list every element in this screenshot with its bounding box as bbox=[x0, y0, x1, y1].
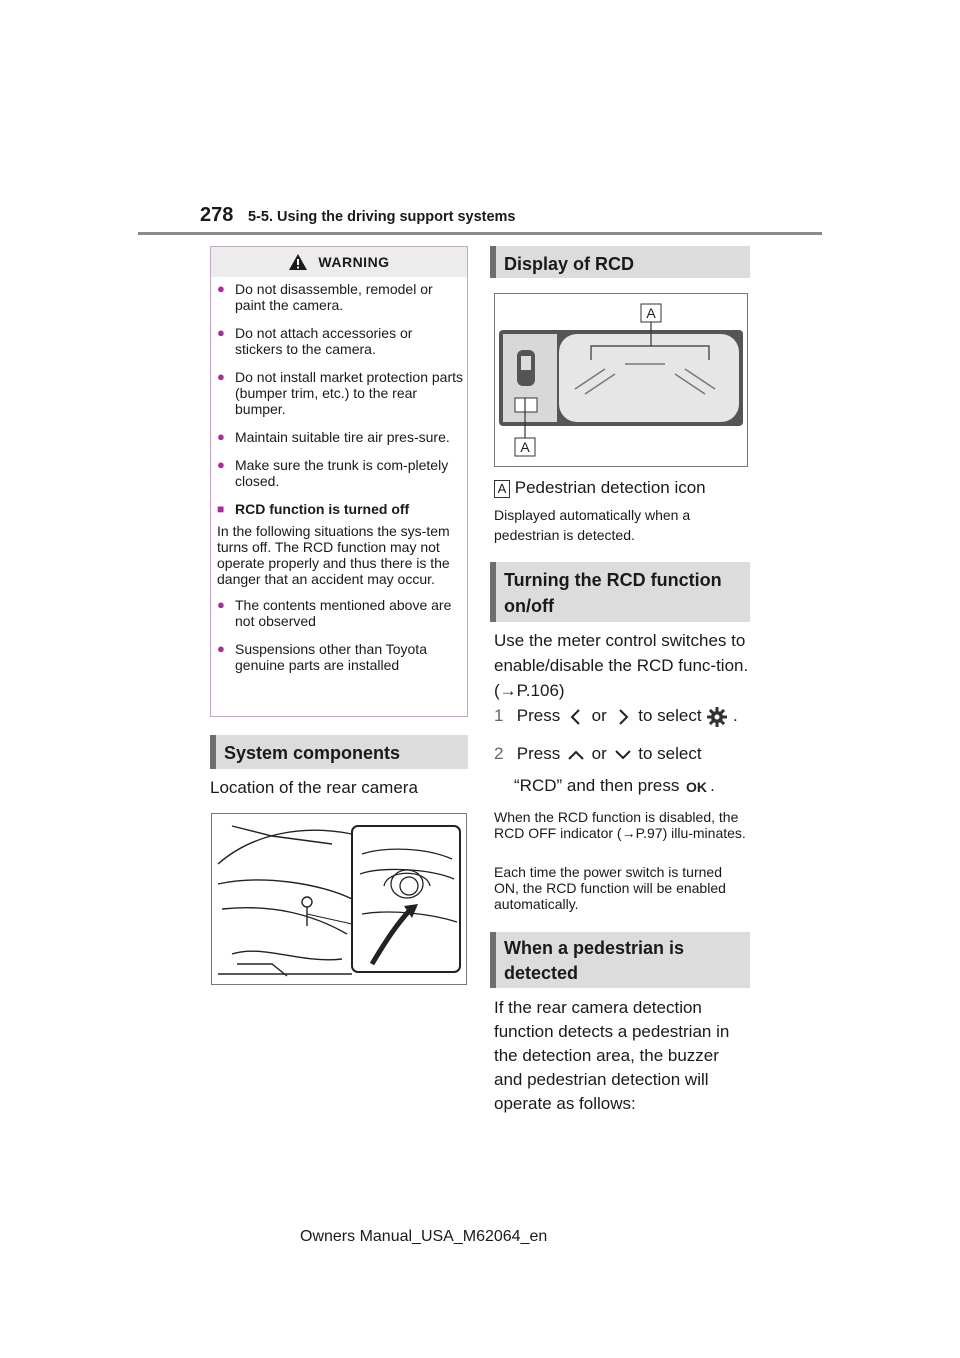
section-title: 5-5. Using the driving support systems bbox=[248, 209, 516, 225]
warning-item: ● The contents mentioned above are not observed bbox=[217, 597, 452, 629]
rcd-display-drawing bbox=[495, 294, 747, 466]
bullet-icon: ● bbox=[217, 429, 225, 444]
bullet-icon: ● bbox=[217, 281, 225, 296]
legend-note: Displayed automatically when a pedestrian is detected. bbox=[494, 507, 691, 543]
turning-note-2: Each time the power switch is turned ON, the RCD function will be enabled automatically. bbox=[494, 864, 726, 912]
gear-icon bbox=[706, 706, 728, 728]
step-number: 1 bbox=[494, 706, 504, 725]
svg-text:OK: OK bbox=[686, 778, 708, 795]
ok-button-icon bbox=[684, 779, 710, 795]
warning-sub-text: In the following situations the sys-tem turns off. The RCD function may not operate properly and thus there is the danger that an accident may occur. bbox=[217, 523, 450, 587]
page-number: 278 bbox=[200, 204, 234, 226]
callout-letter: A bbox=[646, 305, 656, 321]
warning-item: ● Do not attach accessories or stickers to the camera. bbox=[217, 325, 413, 357]
bullet-icon: ● bbox=[217, 457, 225, 472]
bullet-icon: ● bbox=[217, 369, 225, 384]
turning-note-1: When the RCD function is disabled, the RCD OFF indicator (→P.97) illu-minates. bbox=[494, 809, 746, 841]
turning-heading: Turning the RCD function on/off bbox=[490, 562, 750, 622]
warning-title: WARNING bbox=[318, 254, 390, 270]
warning-subheading: ■ RCD function is turned off bbox=[217, 501, 410, 517]
rcd-display-illustration bbox=[494, 293, 748, 467]
rear-camera-drawing bbox=[212, 814, 466, 984]
chevron-left-icon bbox=[565, 707, 587, 727]
warning-header bbox=[211, 247, 467, 277]
square-bullet-icon: ■ bbox=[217, 502, 225, 516]
chevron-right-icon bbox=[612, 707, 634, 727]
system-components-heading: System components bbox=[210, 735, 468, 769]
step-number: 2 bbox=[494, 744, 504, 763]
warning-item: ● Suspensions other than Toyota genuine parts are installed bbox=[217, 641, 427, 673]
callout-letter: A bbox=[520, 439, 530, 455]
pedestrian-heading: When a pedestrian is detected bbox=[490, 932, 750, 988]
camera-caption: Location of the rear camera bbox=[210, 778, 418, 797]
bullet-icon: ● bbox=[217, 597, 225, 612]
footer-text: Owners Manual_USA_M62064_en bbox=[300, 1228, 548, 1245]
chevron-up-icon bbox=[565, 745, 587, 765]
display-rcd-heading: Display of RCD bbox=[490, 246, 750, 278]
chevron-down-icon bbox=[612, 745, 634, 765]
callout-a-badge: A bbox=[494, 480, 510, 498]
legend-label: Pedestrian detection icon bbox=[514, 478, 706, 497]
legend-row bbox=[494, 476, 754, 500]
warning-item: ● Do not install market protection parts (bumper trim, etc.) to the rear bumper. bbox=[217, 369, 463, 417]
warning-item: ● Do not disassemble, remodel or paint the camera. bbox=[217, 281, 433, 313]
bullet-icon: ● bbox=[217, 641, 225, 656]
bullet-icon: ● bbox=[217, 325, 225, 340]
warning-triangle-icon bbox=[288, 253, 308, 271]
warning-item: ● Make sure the trunk is com-pletely closed. bbox=[217, 457, 449, 489]
warning-item: ● Maintain suitable tire air pres-sure. bbox=[217, 429, 450, 445]
header-rule bbox=[138, 232, 822, 235]
step-1: 1 Press or to select . bbox=[494, 704, 764, 728]
rear-camera-illustration bbox=[211, 813, 467, 985]
pedestrian-text: If the rear camera detection function detects a pedestrian in the detection area, the buzzer and pedestrian detection will operate as follows: bbox=[494, 998, 730, 1113]
turning-intro: Use the meter control switches to enable/disable the RCD func-tion. (→P.106) bbox=[494, 631, 749, 700]
step-2-line-2: “RCD” and then press OK . bbox=[514, 776, 715, 795]
warning-box bbox=[210, 246, 468, 717]
warning-list bbox=[217, 281, 463, 685]
step-2: 2 Press or to select bbox=[494, 742, 764, 766]
